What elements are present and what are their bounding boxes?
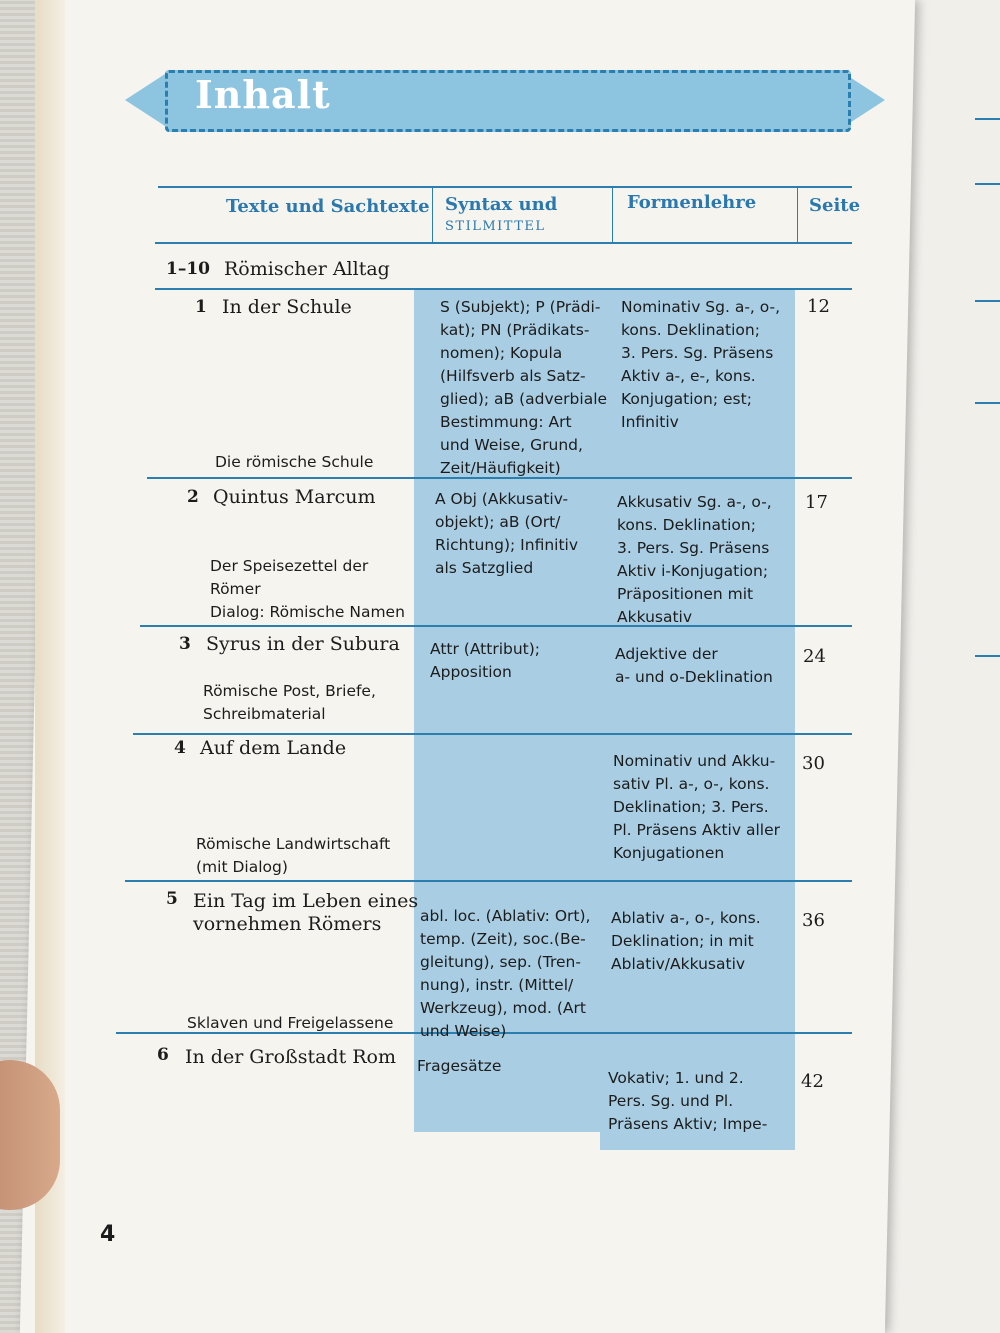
syntax-cell: abl. loc. (Ablativ: Ort), temp. (Zeit), soc.(Be- gleitung), sep. (Tren- nung), instr. (Mittel/ Werkzeug), mod. (Art und Weise) bbox=[420, 907, 591, 1040]
lesson-number: 2 bbox=[187, 487, 199, 507]
formen-cell: Akkusativ Sg. a-, o-, kons. Deklination; 3. Pers. Sg. Präsens Aktiv i-Konjugation; Präpositionen mit Akkusativ bbox=[617, 493, 772, 626]
page-ref: 36 bbox=[802, 910, 825, 931]
lesson-subtitle: Der Speisezettel der Römer Dialog: Römische Namen bbox=[210, 557, 405, 621]
row-rule bbox=[133, 733, 852, 735]
lesson-number: 5 bbox=[166, 889, 178, 909]
section-range: 1–10 bbox=[166, 259, 210, 279]
lesson-number: 3 bbox=[179, 634, 191, 654]
adjacent-page-rule bbox=[975, 118, 1000, 120]
adjacent-page-rule bbox=[975, 402, 1000, 404]
header-divider bbox=[432, 186, 433, 242]
lesson-title: Auf dem Lande bbox=[200, 737, 347, 759]
lesson-subtitle: Römische Landwirtschaft (mit Dialog) bbox=[196, 835, 391, 876]
header-bottom-rule bbox=[155, 242, 852, 244]
formen-cell: Vokativ; 1. und 2. Pers. Sg. und Pl. Präsens Aktiv; Impe- bbox=[608, 1069, 768, 1133]
page-ref: 17 bbox=[805, 492, 828, 513]
lesson-title: Quintus Marcum bbox=[213, 486, 376, 508]
syntax-cell: A Obj (Akkusativ- objekt); aB (Ort/ Richtung); Infinitiv als Satzglied bbox=[435, 490, 579, 577]
lesson-number: 6 bbox=[157, 1045, 169, 1065]
header-divider bbox=[797, 186, 798, 242]
lesson-subtitle: Sklaven und Freigelassene bbox=[187, 1014, 394, 1032]
row-rule bbox=[155, 288, 852, 290]
header-formen: Formenlehre bbox=[627, 192, 757, 213]
header-divider bbox=[612, 186, 613, 242]
page-title: Inhalt bbox=[195, 72, 331, 117]
table-top-rule bbox=[158, 186, 852, 188]
lesson-subtitle: Die römische Schule bbox=[215, 453, 374, 471]
contents-banner bbox=[125, 68, 885, 130]
lesson-title: Ein Tag im Leben eines vornehmen Römers bbox=[193, 890, 419, 935]
formen-cell: Ablativ a-, o-, kons. Deklination; in mit Ablativ/Akkusativ bbox=[611, 909, 761, 973]
lesson-number: 4 bbox=[174, 738, 186, 758]
formen-cell: Adjektive der a- und o-Deklination bbox=[615, 645, 773, 686]
adjacent-page-rule bbox=[975, 300, 1000, 302]
header-stilmittel: STILMITTEL bbox=[445, 219, 546, 234]
lesson-subtitle: Römische Post, Briefe, Schreibmaterial bbox=[203, 682, 376, 723]
formen-cell: Nominativ und Akku- sativ Pl. a-, o-, kons. Deklination; 3. Pers. Pl. Präsens Aktiv aller Konjugationen bbox=[613, 752, 780, 862]
header-seite: Seite bbox=[809, 195, 861, 216]
header-texte: Texte und Sachtexte bbox=[226, 196, 430, 217]
page-ref: 30 bbox=[802, 753, 825, 774]
thumb bbox=[0, 1060, 60, 1210]
lesson-number: 1 bbox=[195, 297, 207, 317]
formen-cell: Nominativ Sg. a-, o-, kons. Deklination; 3. Pers. Sg. Präsens Aktiv a-, e-, kons. Konjugation; est; Infinitiv bbox=[621, 298, 781, 431]
page-ref: 12 bbox=[807, 296, 830, 317]
syntax-cell: S (Subjekt); P (Prädi- kat); PN (Prädikats- nomen); Kopula (Hilfsverb als Satz- glied); aB (adverbiale Bestimmung: Art und Weise, Grund, Zeit/Häufigkeit) bbox=[440, 298, 608, 477]
section-title: Römischer Alltag bbox=[224, 258, 390, 280]
page-ref: 42 bbox=[801, 1071, 824, 1092]
syntax-cell: Attr (Attribut); Apposition bbox=[430, 640, 541, 681]
lesson-title: In der Großstadt Rom bbox=[185, 1046, 397, 1068]
adjacent-page-rule bbox=[975, 655, 1000, 657]
lesson-title: In der Schule bbox=[222, 296, 352, 318]
syntax-cell: Fragesätze bbox=[417, 1057, 502, 1075]
page-number: 4 bbox=[100, 1222, 116, 1247]
adjacent-page-rule bbox=[975, 183, 1000, 185]
lesson-title: Syrus in der Subura bbox=[206, 633, 400, 655]
page-ref: 24 bbox=[803, 646, 826, 667]
row-rule bbox=[125, 880, 852, 882]
arrow-right-icon bbox=[845, 74, 885, 126]
arrow-left-icon bbox=[125, 74, 165, 126]
header-syntax: Syntax und bbox=[445, 194, 558, 215]
